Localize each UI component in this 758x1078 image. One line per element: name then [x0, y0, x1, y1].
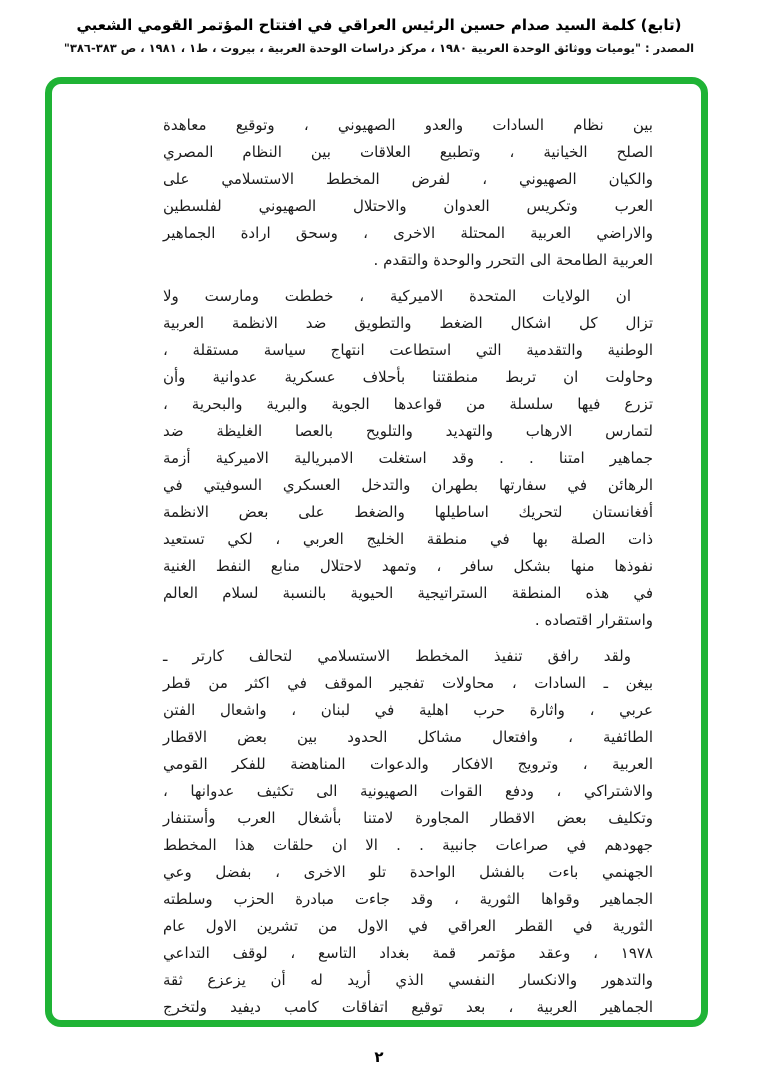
text-line: جماهير امتنا . . وقد استغلت الامبريالية الاميركية أزمة: [163, 449, 653, 467]
text-line: الصلح الخيانية ، وتطبيع العلاقات بين النظام المصري: [163, 143, 653, 161]
page-title: (تابع) كلمة السيد صدام حسين الرئيس العراقي في افتتاح المؤتمر القومي الشعبي: [76, 16, 682, 34]
paragraph: [163, 643, 653, 1021]
text-line: الوطنية والتقدمية التي استطاعت انتهاج سياسة مستقلة ،: [163, 341, 653, 359]
text-line: وتكليف بعض الاقطار المجاورة لامتنا بأشغال العرب وأستنفار: [163, 809, 653, 827]
text-line: تزال كل اشكال الضغط والتطويق ضد الانظمة العربية: [163, 314, 653, 332]
text-line: بيغن ـ السادات ، محاولات تفجير الموقف في اكثر من قطر: [163, 674, 653, 692]
page-number: ٢: [374, 1048, 384, 1066]
text-line: والكيان الصهيوني ، لفرض المخطط الاستسلامي على: [163, 170, 653, 188]
text-line: تزرع فيها سلسلة من قواعدها الجوية والبرية والبحرية ،: [163, 395, 653, 413]
text-line: عربي ، واثارة حرب اهلية في لبنان ، واشعال الفتن: [163, 701, 653, 719]
text-line: جهودهم في صراعات جانبية . . الا ان حلقات هذا المخطط: [163, 836, 653, 854]
text-line: ١٩٧٨ ، وعقد مؤتمر قمة بغداد التاسع ، لوقف التداعي: [163, 944, 653, 962]
text-line: وحاولت ان تربط منطقتنا بأحلاف عسكرية عدوانية وأن: [163, 368, 653, 386]
text-line: والاراضي العربية المحتلة الاخرى ، وسحق ارادة الجماهير: [163, 224, 653, 242]
text-line: ان الولايات المتحدة الاميركية ، خططت ومارست ولا: [163, 287, 631, 305]
source-line: المصدر : "يوميات ووثائق الوحدة العربية ١٩٨٠ ، مركز دراسات الوحدة العربية ، بيروت ، ط١ ، ١٩٨١ ، ص ٣٨٣-٣٨٦": [63, 41, 695, 55]
text-line: ذات الصلة بها في منطقة الخليج العربي ، لكي تستعيد: [163, 530, 653, 548]
text-line: العرب وتكريس العدوان والاحتلال الصهيوني لفلسطين: [163, 197, 653, 215]
text-line: العربية ، وترويج الافكار والدعوات المناهضة للفكر القومي: [163, 755, 653, 773]
paragraph: [163, 283, 653, 634]
paragraph: [163, 112, 653, 274]
text-line: الجماهير وقواها الثورية ، وقد جاءت مبادرة الحزب وسلطته: [163, 890, 653, 908]
text-line: العربية الطامحة الى التحرر والوحدة والتقدم .: [373, 251, 653, 269]
text-line: ولقد رافق تنفيذ المخطط الاستسلامي لتحالف كارتر ـ: [163, 647, 631, 665]
text-line: بين نظام السادات والعدو الصهيوني ، وتوقيع معاهدة: [163, 116, 653, 134]
text-line: الرهائن في سفارتها بطهران والتدخل العسكري السوفيتي في: [163, 476, 653, 494]
text-line: والاشتراكي ، ودفع القوات الصهيونية الى تكثيف عدوانها ،: [163, 782, 653, 800]
text-line: لتمارس الارهاب والتهديد والتلويح بالعصا الغليظة ضد: [163, 422, 653, 440]
text-line: نفوذها منها بشكل سافر ، وتمهد لاحتلال منابع النفط الغنية: [163, 557, 653, 575]
text-line: والتدهور والانكسار النفسي الذي أريد له أن يزعزع ثقة: [163, 971, 653, 989]
text-line: الطائفية ، وافتعال مشاكل الحدود بين بعض الاقطار: [163, 728, 653, 746]
page-header: [0, 16, 758, 55]
text-line: الجهنمي باءت بالفشل الواحدة تلو الاخرى ، بفضل وعي: [163, 863, 653, 881]
text-line: في هذه المنطقة الستراتيجية الحيوية بالنسبة لسلام العالم: [163, 584, 653, 602]
text-line: الثورية في القطر العراقي في الاول من تشرين الاول عام: [163, 917, 653, 935]
document-body: [163, 112, 653, 1021]
text-line: الجماهير العربية ، بعد توقيع اتفاقات كامب ديفيد ولتخرج: [163, 998, 653, 1016]
text-line: أفغانستان لتحريك اساطيلها والضغط على بعض الانظمة: [163, 503, 653, 521]
text-line: واستقرار اقتصاده .: [534, 611, 653, 629]
